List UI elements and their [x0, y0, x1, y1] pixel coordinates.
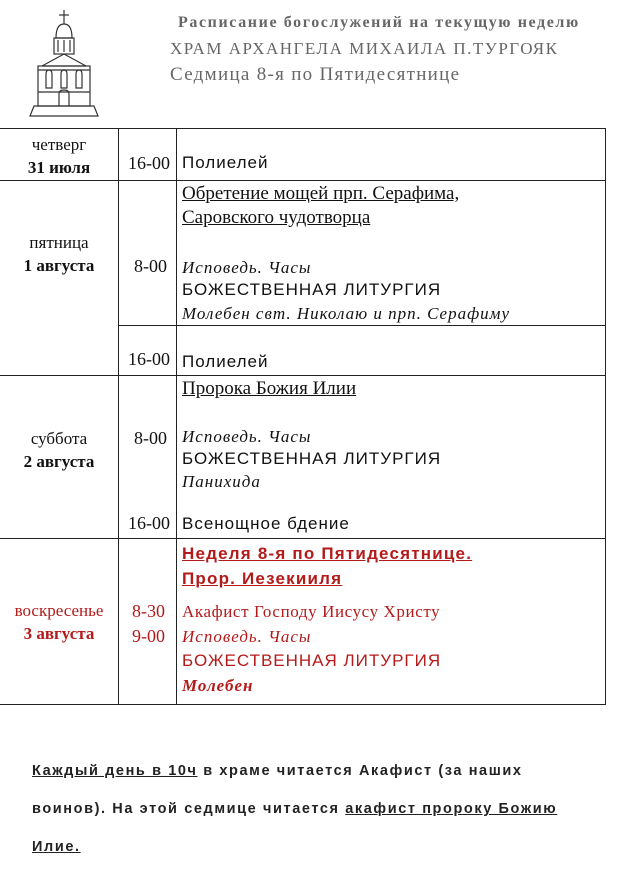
footer-text: в храме читается Акафист (за наших — [197, 763, 523, 779]
date-label: 31 июля — [27, 158, 91, 177]
service-time: 16-00 — [128, 513, 170, 533]
feast-title: Пророка Божия Илии — [182, 378, 357, 399]
service-liturgy: БОЖЕСТВЕННАЯ ЛИТУРГИЯ — [182, 651, 442, 670]
footer-akathist-link: акафист пророку Божию — [345, 801, 558, 817]
weekday-label: пятница — [29, 233, 89, 252]
service-time: 9-00 — [132, 626, 165, 646]
feast-title: Прор. Иезекииля — [182, 569, 343, 588]
footer-text: Илие. — [32, 839, 81, 855]
weekday-label: четверг — [31, 135, 87, 154]
service-panikhida: Панихида — [182, 472, 261, 491]
header-week: Седмица 8-я по Пятидесятнице — [170, 64, 461, 85]
footer-daily: Каждый день в 10ч — [32, 763, 198, 779]
service-moleben: Молебен свт. Николаю и прп. Серафиму — [182, 304, 511, 323]
service-time: 8-30 — [132, 601, 165, 621]
feast-title: Неделя 8-я по Пятидесятнице. — [182, 544, 473, 563]
date-label: 3 августа — [23, 624, 95, 643]
service-name: Полиелей — [182, 153, 269, 172]
service-time: 16-00 — [128, 349, 170, 369]
day-sunday — [0, 599, 118, 645]
service-confession: Исповедь. Часы — [182, 627, 312, 646]
day-thursday — [0, 133, 118, 179]
day-friday — [0, 231, 118, 277]
feast-title: Обретение мощей прп. Серафима, — [182, 183, 460, 204]
footer-text: воинов). На этой седмице читается — [32, 801, 346, 817]
service-liturgy: БОЖЕСТВЕННАЯ ЛИТУРГИЯ — [182, 449, 442, 468]
church-icon — [28, 8, 100, 120]
day-saturday — [0, 427, 118, 473]
footer-note — [32, 752, 632, 866]
service-name: Полиелей — [182, 352, 269, 371]
date-label: 1 августа — [23, 256, 95, 275]
service-moleben: Молебен — [182, 676, 254, 695]
weekday-label: суббота — [30, 429, 88, 448]
header-title: Расписание богослужений на текущую неделю — [178, 14, 580, 31]
service-name: Всенощное бдение — [182, 514, 350, 533]
service-liturgy: БОЖЕСТВЕННАЯ ЛИТУРГИЯ — [182, 280, 442, 299]
weekday-label: воскресенье — [14, 601, 104, 620]
service-confession: Исповедь. Часы — [182, 427, 312, 446]
header-church-name: ХРАМ АРХАНГЕЛА МИХАИЛА П.ТУРГОЯК — [170, 39, 559, 58]
service-time: 16-00 — [128, 153, 170, 173]
service-akathist: Акафист Господу Иисусу Христу — [182, 602, 441, 621]
service-confession: Исповедь. Часы — [182, 258, 312, 277]
service-time: 8-00 — [134, 256, 167, 276]
service-time: 8-00 — [134, 428, 167, 448]
feast-title: Саровского чудотворца — [182, 207, 371, 228]
date-label: 2 августа — [23, 452, 95, 471]
